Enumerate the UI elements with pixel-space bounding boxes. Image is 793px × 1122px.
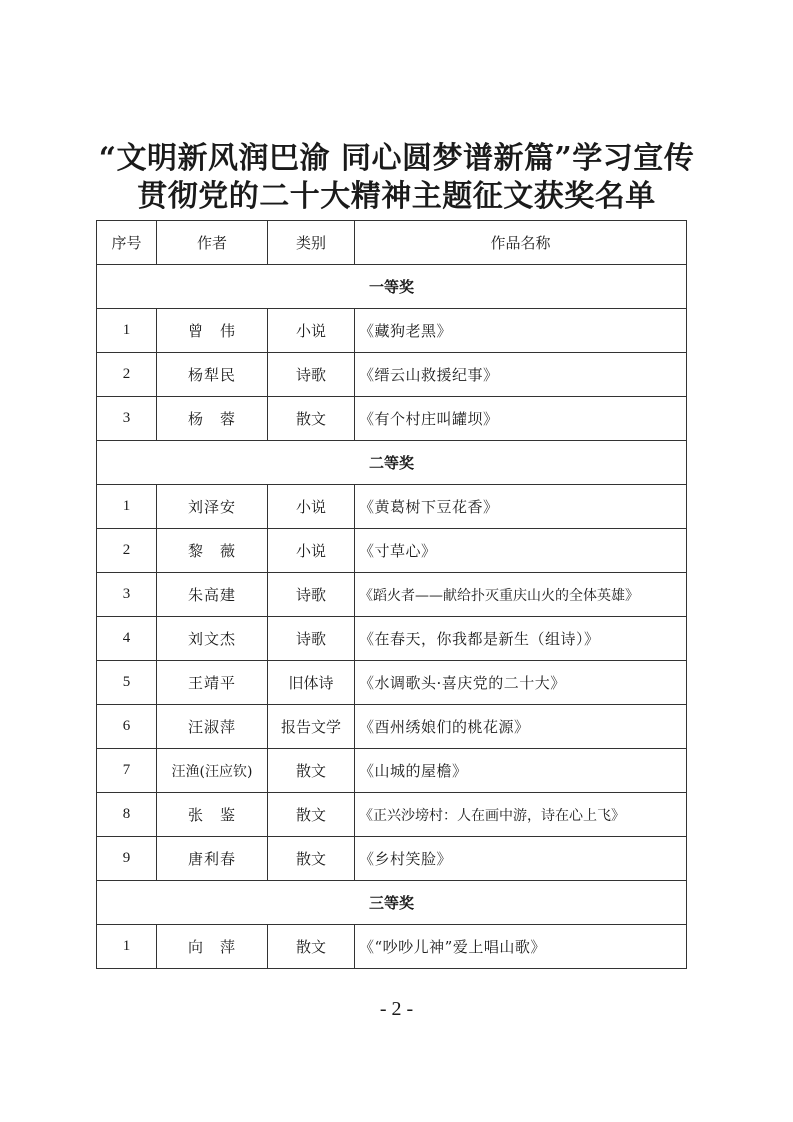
cell-type: 小说 xyxy=(268,529,355,573)
cell-title: 《山城的屋檐》 xyxy=(355,749,687,793)
table-row xyxy=(97,485,687,529)
cell-type: 诗歌 xyxy=(268,617,355,661)
table-row xyxy=(97,353,687,397)
cell-type: 诗歌 xyxy=(268,573,355,617)
section-label: 一等奖 xyxy=(97,265,687,309)
cell-author: 黎 薇 xyxy=(157,529,268,573)
section-row-first-prize xyxy=(97,265,687,309)
header-author: 作者 xyxy=(157,221,268,265)
table-row xyxy=(97,397,687,441)
cell-author: 张 鉴 xyxy=(157,793,268,837)
cell-type: 报告文学 xyxy=(268,705,355,749)
cell-no: 9 xyxy=(97,837,157,881)
cell-title: 《在春天，你我都是新生（组诗）》 xyxy=(355,617,687,661)
cell-type: 旧体诗 xyxy=(268,661,355,705)
cell-no: 6 xyxy=(97,705,157,749)
cell-no: 8 xyxy=(97,793,157,837)
cell-type: 小说 xyxy=(268,485,355,529)
cell-author: 汪淑萍 xyxy=(157,705,268,749)
cell-title: 《正兴沙塝村：人在画中游，诗在心上飞》 xyxy=(355,793,687,837)
cell-title: 《缙云山救援纪事》 xyxy=(355,353,687,397)
cell-author: 向 萍 xyxy=(157,925,268,969)
cell-no: 7 xyxy=(97,749,157,793)
cell-title: 《水调歌头·喜庆党的二十大》 xyxy=(355,661,687,705)
cell-no: 3 xyxy=(97,573,157,617)
cell-no: 1 xyxy=(97,309,157,353)
table-row xyxy=(97,573,687,617)
cell-no: 1 xyxy=(97,925,157,969)
table-row xyxy=(97,793,687,837)
cell-type: 散文 xyxy=(268,793,355,837)
cell-type: 散文 xyxy=(268,749,355,793)
cell-no: 4 xyxy=(97,617,157,661)
cell-author: 王靖平 xyxy=(157,661,268,705)
table-row xyxy=(97,529,687,573)
cell-author: 刘文杰 xyxy=(157,617,268,661)
cell-title: 《黄葛树下豆花香》 xyxy=(355,485,687,529)
table-row xyxy=(97,925,687,969)
table-row xyxy=(97,661,687,705)
section-row-second-prize xyxy=(97,441,687,485)
cell-no: 2 xyxy=(97,529,157,573)
cell-type: 诗歌 xyxy=(268,353,355,397)
cell-title: 《“吵吵儿神”爱上唱山歌》 xyxy=(355,925,687,969)
table-row xyxy=(97,837,687,881)
cell-title: 《有个村庄叫罐坝》 xyxy=(355,397,687,441)
cell-title: 《藏狗老黑》 xyxy=(355,309,687,353)
table-row xyxy=(97,705,687,749)
cell-type: 小说 xyxy=(268,309,355,353)
cell-title: 《蹈火者——献给扑灭重庆山火的全体英雄》 xyxy=(355,573,687,617)
cell-no: 5 xyxy=(97,661,157,705)
header-no: 序号 xyxy=(97,221,157,265)
cell-author: 汪渔(汪应钦) xyxy=(157,749,268,793)
table-row xyxy=(97,749,687,793)
table-row xyxy=(97,309,687,353)
page-number: - 2 - xyxy=(379,998,414,1020)
document-title xyxy=(0,140,793,216)
cell-title: 《寸草心》 xyxy=(355,529,687,573)
table-row xyxy=(97,617,687,661)
section-row-third-prize xyxy=(97,881,687,925)
title-line-2: 贯彻党的二十大精神主题征文获奖名单 xyxy=(137,179,656,214)
cell-author: 杨犁民 xyxy=(157,353,268,397)
cell-title: 《乡村笑脸》 xyxy=(355,837,687,881)
table-header-row xyxy=(97,221,687,265)
section-label: 二等奖 xyxy=(97,441,687,485)
cell-no: 2 xyxy=(97,353,157,397)
cell-author: 朱高建 xyxy=(157,573,268,617)
award-list-table xyxy=(96,220,687,969)
cell-author: 杨 蓉 xyxy=(157,397,268,441)
cell-type: 散文 xyxy=(268,925,355,969)
cell-no: 3 xyxy=(97,397,157,441)
cell-type: 散文 xyxy=(268,397,355,441)
header-title: 作品名称 xyxy=(355,221,687,265)
section-label: 三等奖 xyxy=(97,881,687,925)
title-line-1: “文明新风润巴渝 同心圆梦谱新篇”学习宣传 xyxy=(98,141,695,176)
cell-title: 《酉州绣娘们的桃花源》 xyxy=(355,705,687,749)
cell-author: 曾 伟 xyxy=(157,309,268,353)
header-type: 类别 xyxy=(268,221,355,265)
cell-type: 散文 xyxy=(268,837,355,881)
cell-no: 1 xyxy=(97,485,157,529)
cell-author: 唐利春 xyxy=(157,837,268,881)
cell-author: 刘泽安 xyxy=(157,485,268,529)
